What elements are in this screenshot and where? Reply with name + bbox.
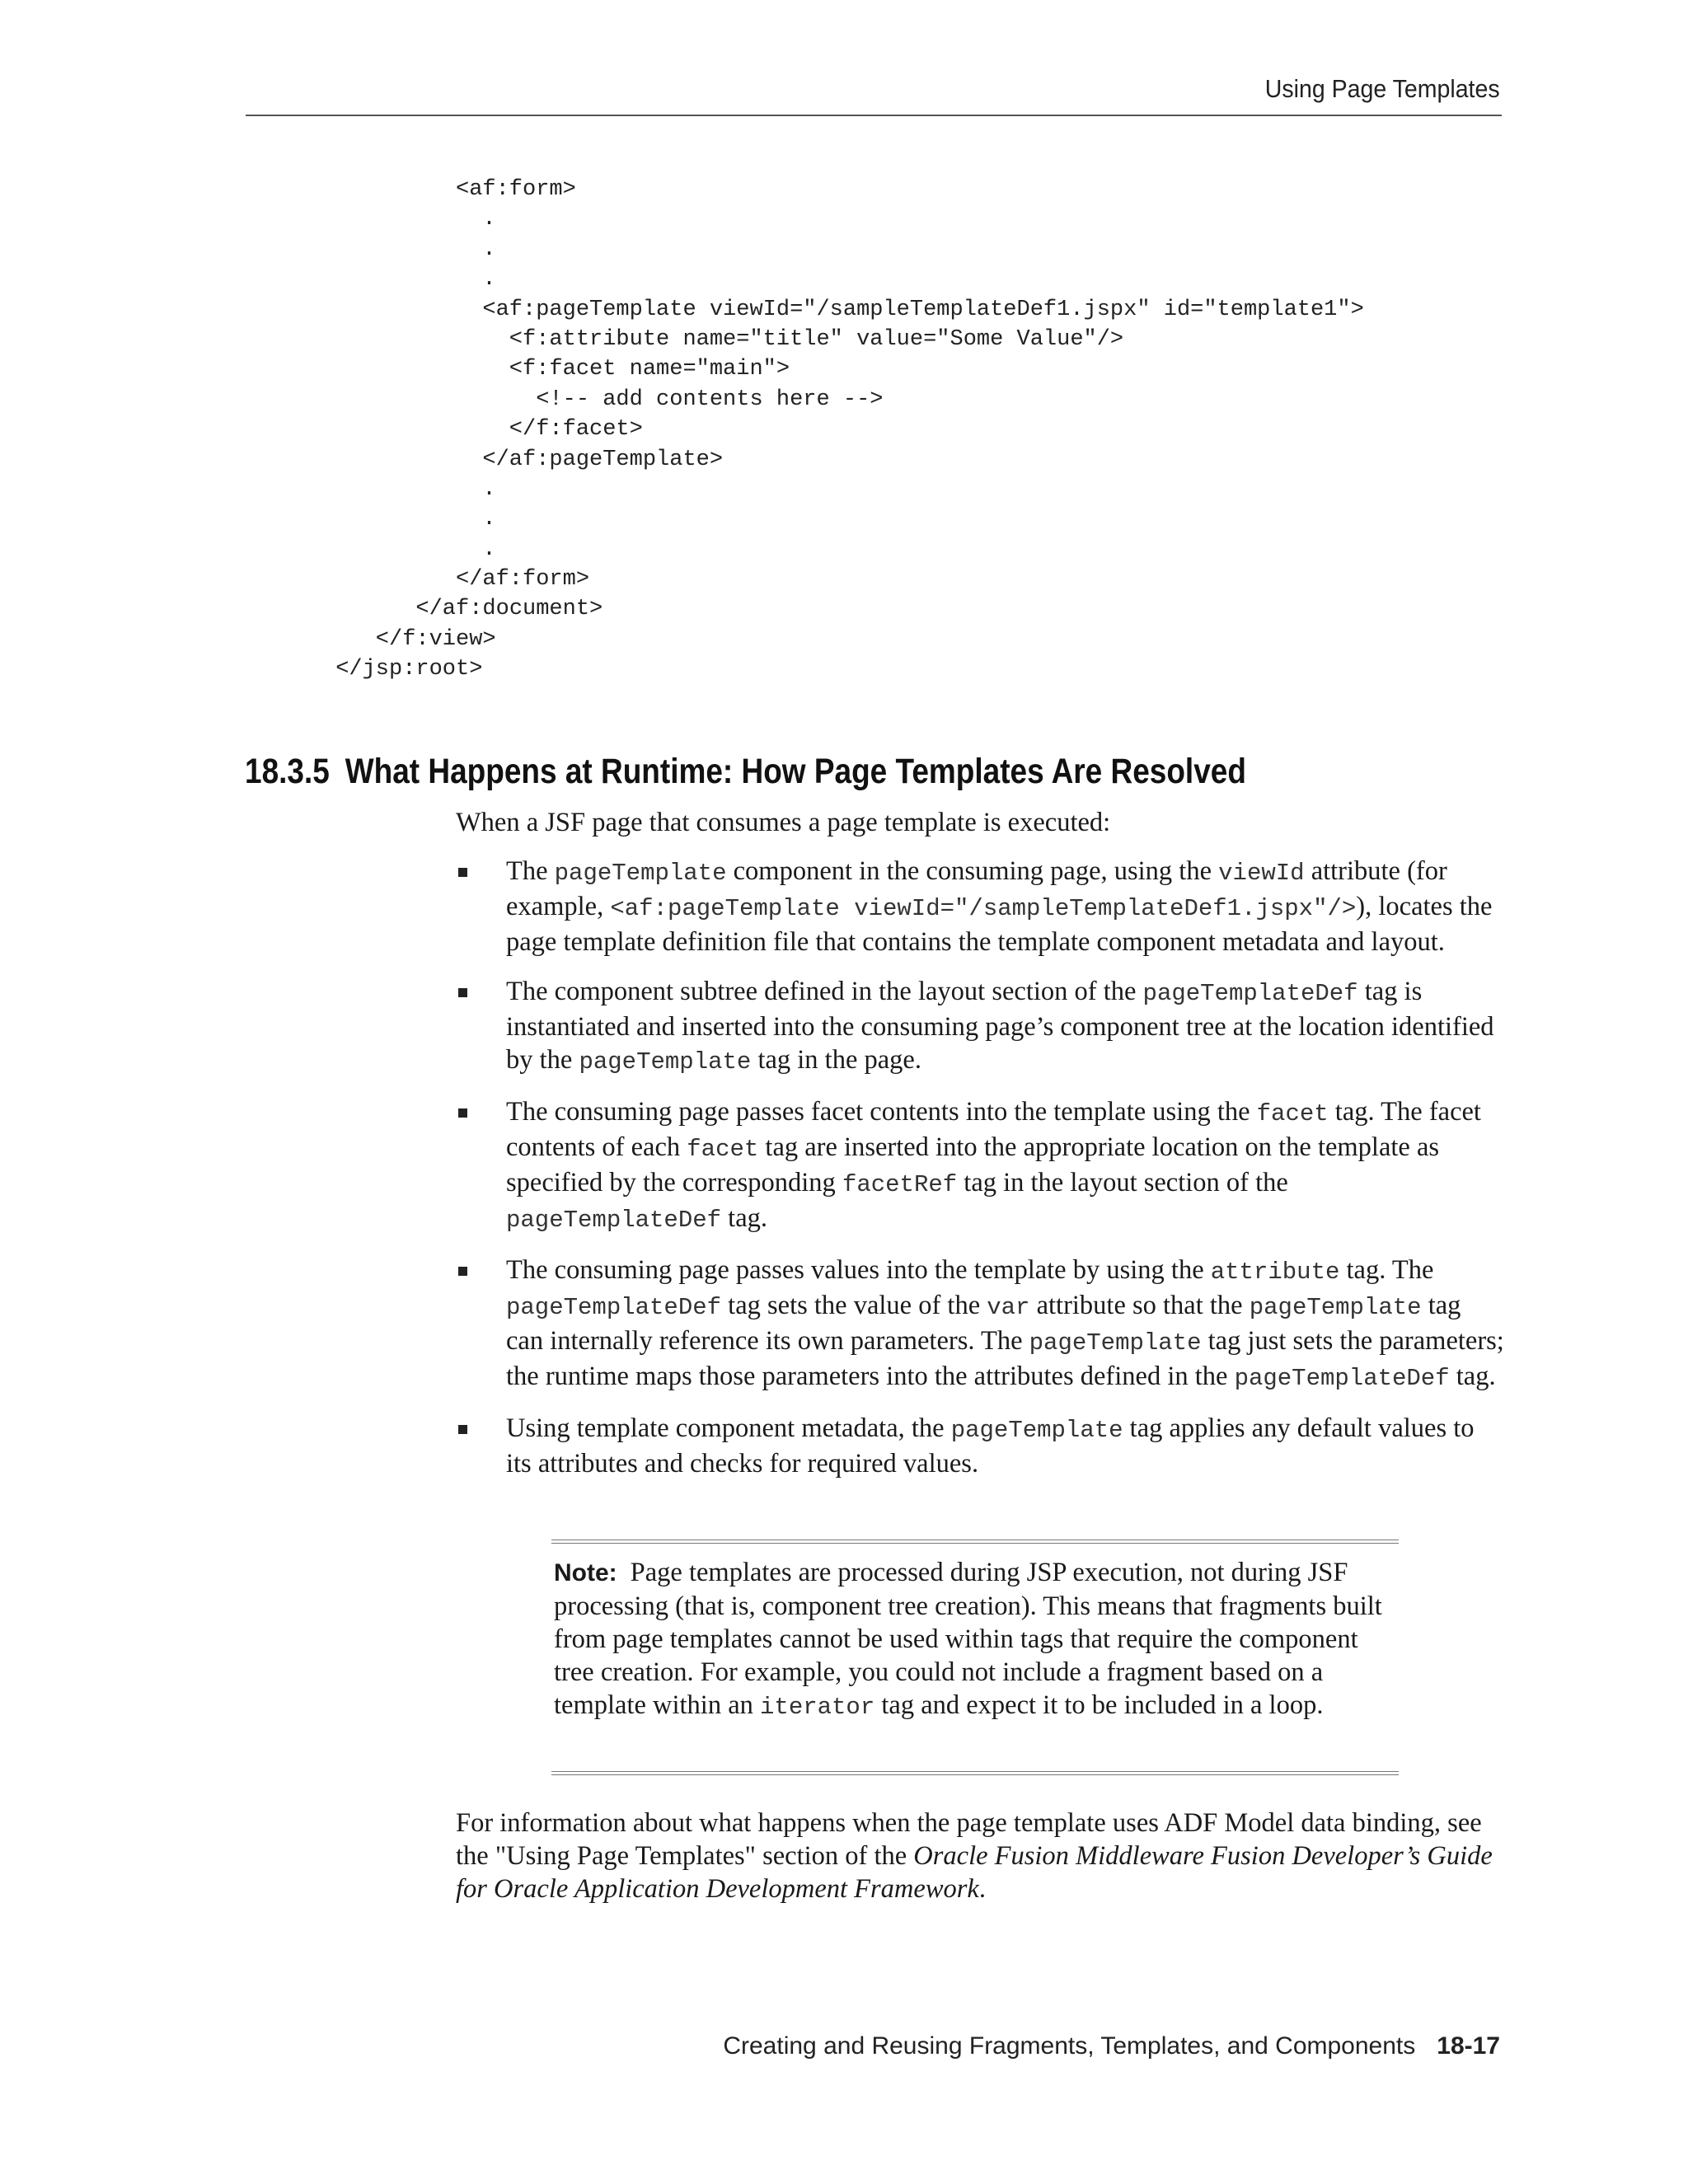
code-line: </f:view>	[375, 626, 496, 652]
code-term: attribute	[1210, 1258, 1340, 1286]
text: For information about what happens when the page template uses ADF Model data binding, see the "Using Page Templates" section of the	[456, 1808, 1482, 1871]
code-term: pageTemplateDef	[1234, 1365, 1450, 1392]
code-line: .	[456, 207, 496, 232]
code-term: facet	[1256, 1100, 1329, 1127]
note-box	[551, 1540, 1399, 1775]
code-line: </af:pageTemplate>	[456, 447, 724, 472]
list-item	[456, 1095, 1504, 1237]
code-line: .	[456, 476, 496, 502]
text: tag is instantiated and inserted into the consuming page’s component tree at the location identified by the	[506, 977, 1494, 1075]
list-item	[456, 855, 1504, 958]
code-line: </af:form>	[456, 567, 590, 593]
text: The consuming page passes facet contents into the template using the	[506, 1097, 1257, 1127]
bullet-icon	[458, 988, 467, 997]
text: .	[978, 1874, 986, 1904]
text: ), locates the page template definition file that contains the template component metadata and layout.	[506, 892, 1493, 957]
code-block	[335, 175, 1364, 685]
code-line: .	[456, 237, 496, 262]
text: tag in the layout section of the	[957, 1168, 1288, 1197]
code-line: <f:attribute name="title" value="Some Value"/>	[456, 326, 1124, 352]
text: Page templates are processed during JSP execution, not during JSF processing (that is, component tree creation). This means that fragments built from page templates cannot be used within tags that require the component tree creation. For example, you could not include a fragment based on a template within an	[554, 1558, 1382, 1720]
note-top-rule	[551, 1540, 1399, 1544]
note-text	[554, 1556, 1395, 1724]
note-label: Note:	[554, 1559, 617, 1586]
text: tag sets the value of the	[721, 1291, 987, 1320]
code-term: var	[987, 1294, 1030, 1321]
bullet-icon	[458, 1108, 467, 1118]
code-term: pageTemplateDef	[506, 1207, 722, 1234]
intro-paragraph: When a JSF page that consumes a page template is executed:	[456, 808, 1111, 837]
code-term: <af:pageTemplate viewId="/sampleTemplateDef1.jspx"/>	[610, 895, 1357, 922]
code-term: facetRef	[842, 1171, 958, 1198]
running-header-title: Using Page Templates	[1265, 74, 1500, 103]
section-heading	[245, 752, 1246, 792]
code-line: <af:form>	[456, 177, 576, 202]
list-item	[456, 1254, 1504, 1395]
text: tag.	[1449, 1361, 1496, 1391]
text: The consuming page passes values into the template by using the	[506, 1255, 1211, 1285]
code-line: .	[456, 267, 496, 293]
code-line: </af:document>	[415, 597, 603, 622]
code-term: pageTemplate	[950, 1417, 1123, 1444]
text: Using template component metadata, the	[506, 1413, 951, 1443]
text: tag. The	[1339, 1255, 1434, 1285]
code-line: </jsp:root>	[335, 657, 483, 682]
book-title: Oracle Fusion Middleware Fusion Developer’s Guide for Oracle Application Development Framework	[456, 1841, 1493, 1904]
text: tag. The facet contents of each	[506, 1097, 1481, 1162]
code-term: pageTemplate	[554, 860, 727, 887]
text: tag are inserted into the appropriate location on the template as specified by the corresponding	[506, 1132, 1440, 1197]
text: tag.	[721, 1203, 768, 1233]
code-term: pageTemplate	[1029, 1329, 1202, 1357]
text: tag just sets the parameters; the runtime maps those parameters into the attributes defined in the	[506, 1326, 1504, 1391]
section-title: What Happens at Runtime: How Page Templates Are Resolved	[345, 752, 1246, 791]
list-item	[456, 975, 1504, 1079]
footer-title: Creating and Reusing Fragments, Templates, and Components	[723, 2032, 1416, 2060]
closing-paragraph	[456, 1807, 1504, 1905]
text: tag in the page.	[751, 1045, 921, 1075]
bullet-icon	[458, 1425, 467, 1434]
text: tag and expect it to be included in a loop.	[874, 1690, 1324, 1720]
page-footer	[723, 2032, 1500, 2060]
code-term: facet	[687, 1136, 759, 1163]
text: tag can internally reference its own parameters. The	[506, 1291, 1461, 1356]
code-term: viewId	[1218, 860, 1305, 887]
code-line: <af:pageTemplate viewId="/sampleTemplateDef1.jspx" id="template1">	[456, 297, 1364, 322]
text: component in the consuming page, using the	[726, 856, 1219, 886]
code-line: <f:facet name="main">	[456, 357, 790, 382]
code-line: </f:facet>	[456, 417, 643, 443]
text: The component subtree defined in the layout section of the	[506, 977, 1143, 1006]
text: The	[506, 856, 555, 886]
text: tag applies any default values to its attributes and checks for required values.	[506, 1413, 1475, 1479]
page-number: 18-17	[1437, 2032, 1500, 2060]
section-number: 18.3.5	[245, 752, 330, 791]
header-divider	[246, 115, 1502, 116]
note-bottom-rule	[551, 1771, 1399, 1775]
text: attribute (for example,	[506, 856, 1447, 921]
bullet-list	[456, 855, 1504, 1497]
list-item	[456, 1412, 1504, 1480]
bullet-icon	[458, 1267, 467, 1276]
code-line: <!-- add contents here -->	[456, 387, 884, 412]
code-term: pageTemplate	[579, 1048, 752, 1076]
text: attribute so that the	[1029, 1291, 1250, 1320]
code-term: pageTemplate	[1249, 1294, 1422, 1321]
code-term: pageTemplateDef	[1142, 980, 1358, 1007]
code-line: .	[456, 537, 496, 562]
bullet-icon	[458, 868, 467, 877]
code-line: .	[456, 507, 496, 532]
code-term: iterator	[760, 1694, 875, 1721]
code-term: pageTemplateDef	[506, 1294, 722, 1321]
